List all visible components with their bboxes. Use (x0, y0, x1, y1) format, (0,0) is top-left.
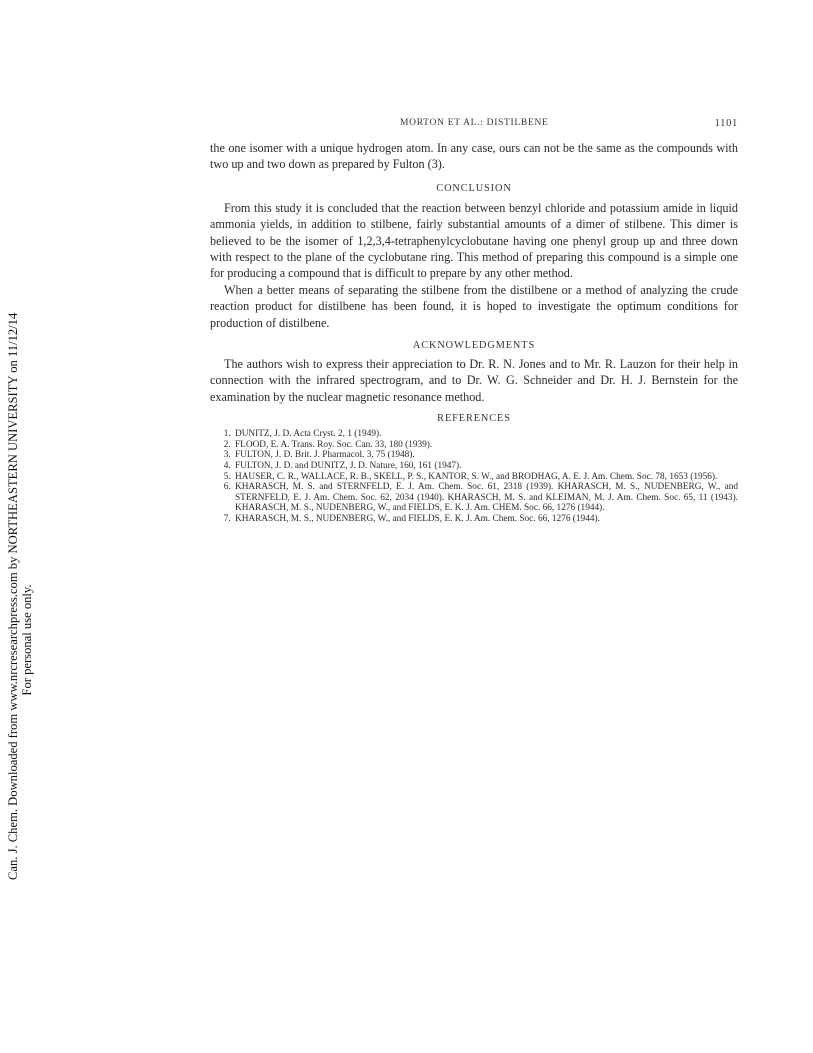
watermark-line-2: For personal use only. (20, 584, 34, 696)
running-head-title: MORTON ET AL.: DISTILBENE (400, 118, 549, 128)
reference-item: 3. FULTON, J. D. Brit. J. Pharmacol. 3, 75 (1948). (233, 450, 738, 461)
conclusion-paragraph-2: When a better means of separating the stilbene from the distilbene or a method of analyzing the crude reaction product for distilbene has been found, it is hoped to investigate the optimum conditions for production of distilbene. (210, 282, 738, 330)
page-number: 1101 (714, 118, 738, 129)
reference-item: 1. DUNITZ, J. D. Acta Cryst. 2, 1 (1949). (233, 429, 738, 440)
watermark-line-1: Can. J. Chem. Downloaded from www.nrcresearchpress.com by NORTHEASTERN UNIVERSITY on 11/12/14 (6, 312, 20, 880)
reference-item: 7. KHARASCH, M. S., NUDENBERG, W., and FIELDS, E. K. J. Am. Chem. Soc. 66, 1276 (1944). (233, 514, 738, 525)
references-heading: REFERENCES (437, 413, 511, 425)
intro-paragraph: the one isomer with a unique hydrogen atom. In any case, ours can not be the same as the compounds with two up and two down as prepared by Fulton (3). (210, 141, 738, 172)
conclusion-paragraph-1: From this study it is concluded that the reaction between benzyl chloride and potassium amide in liquid ammonia yields, in addition to stilbene, fairly substantial amounts of a dimer of stilbene. This dimer is believed to be the isomer of 1,2,3,4-tetraphenylcyclobutane having one phenyl group up and three down with respect to the plane of the cyclobutane ring. This method of preparing this compound is a simple one for producing a compound that is difficult to prepare by any other method. (210, 200, 738, 281)
conclusion-heading: CONCLUSION (436, 182, 512, 194)
reference-item: 4. FULTON, J. D. and DUNITZ, J. D. Nature, 160, 161 (1947). (233, 461, 738, 472)
reference-item: 6. KHARASCH, M. S. and STERNFELD, E. J. Am. Chem. Soc. 61, 2318 (1939). KHARASCH, M. S., NUDENBERG, W., and STERNFELD, E. J. Am. Chem. Soc. 62, 2034 (1940). KHARASCH, M. S. and KLEIMAN, M. J. Am. Chem. Soc. 65, 11 (1943). KHARASCH, M. S., NUDENBERG, W., and FIELDS, E. K. J. Am. CHEM. Soc. 66, 1276 (1944). (233, 482, 738, 514)
reference-list (210, 429, 738, 524)
acknowledgments-heading: ACKNOWLEDGMENTS (412, 340, 536, 352)
article-page (210, 118, 738, 525)
reference-item: 5. HAUSER, C. R., WALLACE, R. B., SKELL, P. S., KANTOR, S. W., and BRODHAG, A. E. J. Am. Chem. Soc. 78, 1653 (1956). (233, 472, 738, 483)
acknowledgments-paragraph: The authors wish to express their appreciation to Dr. R. N. Jones and to Mr. R. Lauzon for their help in connection with the infrared spectrogram, and to Dr. W. G. Schneider and Dr. H. J. Bernstein for the examination by the nuclear magnetic resonance method. (210, 357, 738, 404)
download-watermark (6, 312, 50, 880)
running-head (210, 118, 738, 130)
reference-item: 2. FLOOD, E. A. Trans. Roy. Soc. Can. 33, 180 (1939). (233, 440, 738, 451)
